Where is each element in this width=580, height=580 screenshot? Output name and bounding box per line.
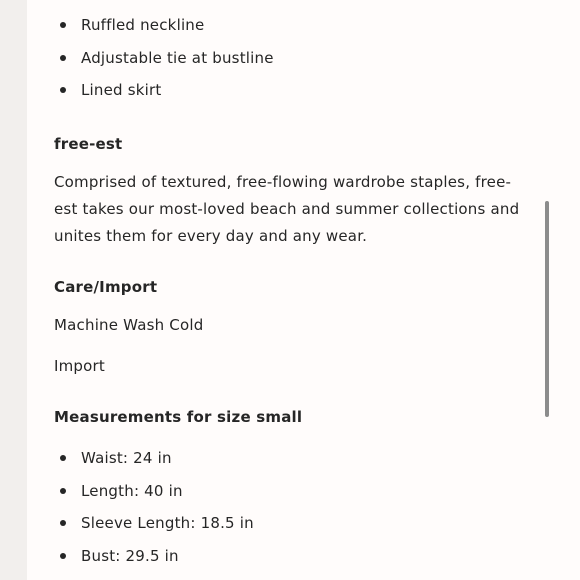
feature-list xyxy=(54,13,544,111)
product-details-panel xyxy=(27,0,580,580)
measurements-heading: Measurements for size small xyxy=(54,408,303,426)
scrollbar-thumb[interactable] xyxy=(545,201,549,417)
collection-description xyxy=(54,169,544,250)
bullet-icon xyxy=(60,520,66,526)
bullet-icon xyxy=(60,87,66,93)
list-item xyxy=(54,13,544,46)
list-item xyxy=(54,46,544,79)
collection-heading: free-est xyxy=(54,135,123,153)
import-origin: Import xyxy=(54,357,105,375)
measurement-text: Waist: 24 in xyxy=(81,449,172,467)
bullet-icon xyxy=(60,553,66,559)
bullet-icon xyxy=(60,455,66,461)
bullet-icon xyxy=(60,55,66,61)
feature-text: Lined skirt xyxy=(81,81,162,100)
bullet-icon xyxy=(60,488,66,494)
list-item xyxy=(54,446,544,479)
bullet-icon xyxy=(60,22,66,28)
measurement-text: Length: 40 in xyxy=(81,481,183,500)
care-instructions: Machine Wash Cold xyxy=(54,316,204,334)
list-item xyxy=(54,78,544,111)
list-item xyxy=(54,544,544,577)
description-line: est takes our most-loved beach and summer collections and xyxy=(54,200,520,218)
measurement-text: Sleeve Length: 18.5 in xyxy=(81,514,254,533)
list-item xyxy=(54,511,544,544)
measurements-list xyxy=(54,446,544,576)
description-line: Comprised of textured, free-flowing wardrobe staples, free- xyxy=(54,173,512,191)
feature-text: Ruffled neckline xyxy=(81,16,205,34)
feature-text: Adjustable tie at bustline xyxy=(81,48,274,67)
measurement-text: Bust: 29.5 in xyxy=(81,546,179,565)
list-item xyxy=(54,479,544,512)
description-line: unites them for every day and any wear. xyxy=(54,227,368,245)
care-import-heading: Care/Import xyxy=(54,278,158,296)
